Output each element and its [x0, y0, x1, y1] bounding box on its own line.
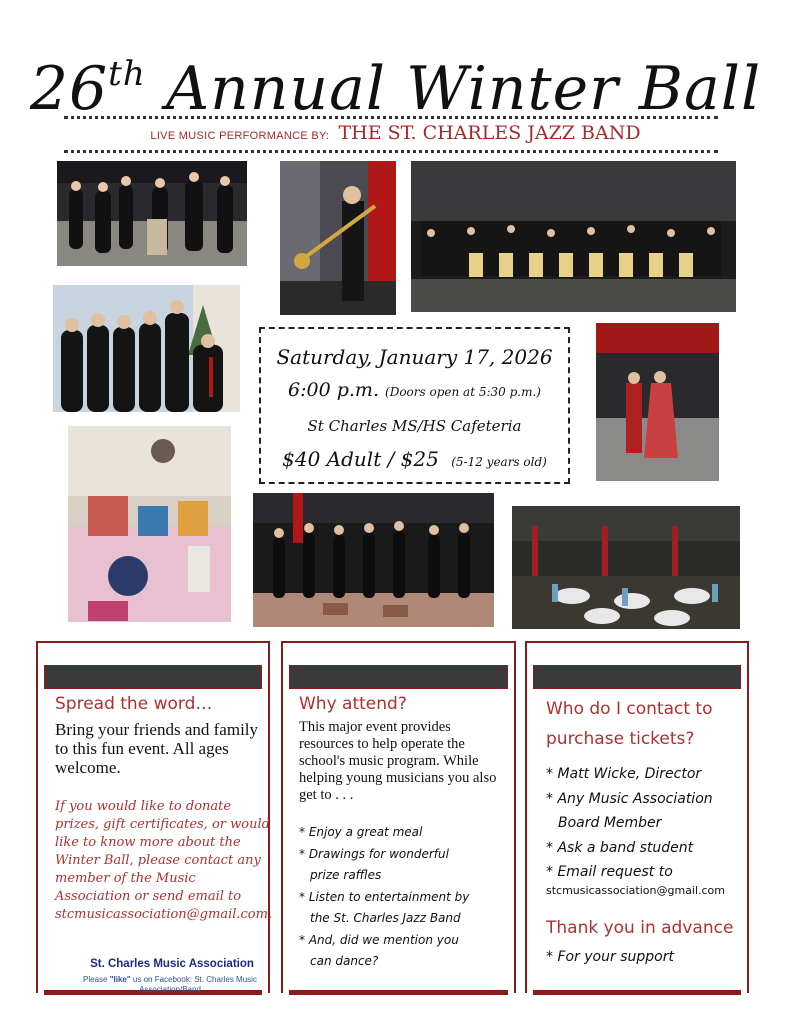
page-title: [0, 38, 791, 125]
contact-heading-line1: Who do I contact to: [546, 699, 713, 719]
event-time-line: [261, 379, 568, 401]
column-bottom-rule: [533, 990, 741, 995]
footer-facebook-rest: us on Facebook: St. Charles Music Association/Band: [130, 975, 257, 994]
event-doors: (Doors open at 5:30 p.m.): [385, 385, 541, 399]
title-number: 26: [29, 54, 109, 124]
event-price-line: [261, 447, 568, 471]
contact-item-director: * Matt Wicke, Director: [546, 766, 702, 782]
why-item-entertainment: * Listen to entertainment by: [299, 889, 470, 904]
footer-facebook-prefix: Please: [83, 975, 110, 984]
footer-facebook: [62, 975, 278, 995]
divider-top: [64, 116, 718, 119]
why-list: [299, 822, 509, 973]
why-item-meal: * Enjoy a great meal: [299, 825, 423, 839]
photo-band-members-with-instruments: [53, 285, 240, 412]
thanks-support: * For your support: [546, 949, 674, 965]
event-time: 6:00 p.m.: [288, 379, 379, 401]
event-price-note: (5-12 years old): [451, 455, 547, 469]
why-heading: Why attend?: [299, 694, 407, 714]
photo-line-dancers: [253, 493, 494, 627]
why-item-entertainment-cont: the St. Charles Jazz Band: [310, 911, 461, 925]
contact-heading: [546, 694, 713, 754]
column-header-bar: [289, 665, 508, 689]
column-header-bar: [44, 665, 262, 689]
band-name: THE ST. CHARLES JAZZ BAND: [338, 122, 641, 144]
photo-dancers-in-black: [57, 161, 247, 266]
footer-facebook-like: "like": [109, 975, 131, 984]
photo-decorated-cafeteria: [512, 506, 740, 629]
photo-jazz-band-on-stage: [411, 161, 736, 312]
title-suffix: th: [108, 54, 146, 94]
column-bottom-rule: [289, 990, 508, 995]
contact-item-association-cont: Board Member: [558, 815, 662, 831]
why-item-drawings: * Drawings for wonderful: [299, 846, 449, 861]
contact-item-association: * Any Music Association: [546, 790, 713, 807]
title-text: Annual Winter Ball: [165, 54, 762, 124]
event-venue: St Charles MS/HS Cafeteria: [307, 417, 522, 435]
photo-raffle-table: [68, 426, 231, 622]
photo-trombone-player: [280, 161, 396, 315]
performance-label: LIVE MUSIC PERFORMANCE BY:: [150, 130, 330, 142]
why-body: This major event provides resources to help operate the school's music program. While helping young musicians you also get to . . .: [299, 719, 497, 803]
contact-email-link[interactable]: stcmusicassociation@gmail.com: [546, 884, 726, 897]
photo-couple-dancing: [596, 323, 719, 481]
event-price: $40 Adult / $25: [282, 447, 439, 471]
column-header-bar: [533, 665, 741, 689]
contact-item-student: * Ask a band student: [546, 839, 694, 856]
thanks-heading: Thank you in advance: [546, 918, 734, 938]
contact-item-email: * Email request to: [546, 864, 673, 880]
why-item-dance: * And, did we mention you: [299, 932, 459, 947]
footer-org-name: St. Charles Music Association: [90, 958, 254, 970]
divider-bottom: [64, 150, 718, 153]
event-details-box: [259, 327, 570, 484]
event-date: Saturday, January 17, 2026: [276, 345, 553, 369]
spread-heading: Spread the word…: [55, 694, 213, 714]
spread-body: Bring your friends and family to this fun event. All ages welcome.: [55, 720, 259, 777]
why-item-dance-cont: can dance?: [310, 954, 379, 968]
why-item-drawings-cont: prize raffles: [310, 868, 382, 882]
spread-donate-text: If you would like to donate prizes, gift certificates, or would like to know more about the Winter Ball, please contact any member of the Music Association or send email to stcmusicassociation@gmail.com.: [55, 799, 273, 922]
contact-list: [546, 762, 746, 885]
performance-line: [0, 122, 791, 144]
contact-heading-line2: purchase tickets?: [546, 729, 695, 749]
